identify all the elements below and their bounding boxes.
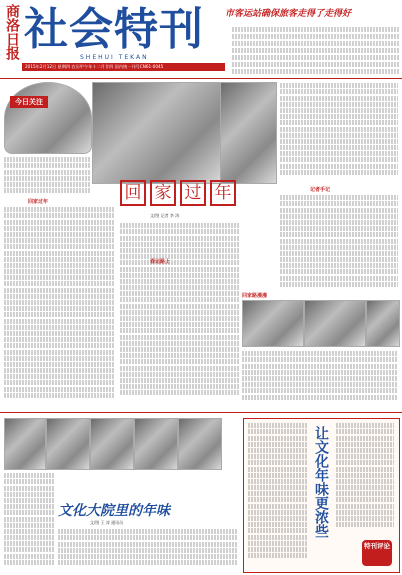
rule xyxy=(120,347,240,352)
feature-title-char: 过 xyxy=(180,180,206,206)
rule xyxy=(248,448,308,453)
rule xyxy=(4,486,54,491)
rule xyxy=(336,448,394,453)
rule xyxy=(4,374,114,379)
rule xyxy=(242,370,398,375)
rule xyxy=(248,541,308,546)
rule xyxy=(120,297,240,302)
rule xyxy=(4,356,114,361)
rule xyxy=(4,325,114,330)
bottom-mid-text xyxy=(58,528,238,571)
bottom-title: 文化大院里的年味 xyxy=(58,503,170,519)
rule xyxy=(280,151,398,156)
rule xyxy=(120,242,240,247)
rule xyxy=(280,282,398,287)
subhead-mid2: 回家路漫漫 xyxy=(242,293,268,299)
rule xyxy=(280,257,398,262)
rule xyxy=(248,454,308,459)
rule xyxy=(120,378,240,383)
rule xyxy=(336,497,394,502)
rule xyxy=(58,554,238,559)
rule xyxy=(4,251,114,256)
rule xyxy=(4,535,54,540)
rule xyxy=(248,460,308,465)
section-pinyin: SHEHUI TEKAN xyxy=(80,54,149,61)
rule xyxy=(58,548,238,553)
feature-title-char: 回 xyxy=(120,180,146,206)
rule xyxy=(120,229,240,234)
rule xyxy=(248,485,308,490)
bottom-byline: 文/图 王 涛 通讯员 xyxy=(90,520,124,525)
rule xyxy=(4,257,114,262)
rule xyxy=(4,220,114,225)
rule xyxy=(336,423,394,428)
rule xyxy=(4,504,54,509)
rule xyxy=(4,393,114,398)
rule xyxy=(4,269,114,274)
rule xyxy=(248,522,308,527)
feature-photo-right xyxy=(220,82,277,184)
comment-text-right xyxy=(336,422,394,532)
bottom-photo-5 xyxy=(178,418,222,470)
rule xyxy=(242,351,398,356)
rule xyxy=(4,182,90,187)
rule xyxy=(4,213,114,218)
rule xyxy=(280,276,398,281)
rule xyxy=(280,133,398,138)
rule xyxy=(4,188,90,193)
rule xyxy=(232,41,400,46)
rule xyxy=(248,535,308,540)
bottom-photo-4 xyxy=(134,418,178,470)
rule xyxy=(280,269,398,274)
rule xyxy=(120,304,240,309)
right-column xyxy=(280,82,398,182)
feature-title-char: 家 xyxy=(150,180,176,206)
rule xyxy=(248,504,308,509)
rule xyxy=(336,491,394,496)
masthead xyxy=(0,0,402,78)
rule xyxy=(242,395,398,400)
rule xyxy=(4,176,90,181)
rule xyxy=(120,254,240,259)
feature-byline: 文/图 记者 李 涛 xyxy=(150,213,180,218)
rule xyxy=(120,372,240,377)
rule xyxy=(248,442,308,447)
rule xyxy=(248,429,308,434)
rule xyxy=(242,357,398,362)
rule xyxy=(120,322,240,327)
rule xyxy=(242,364,398,369)
right-photo-3 xyxy=(366,300,400,347)
rule xyxy=(4,300,114,305)
rule xyxy=(336,473,394,478)
rule xyxy=(280,89,398,94)
masthead-rule xyxy=(0,78,402,79)
rule xyxy=(280,263,398,268)
rule xyxy=(232,48,400,53)
rule xyxy=(120,341,240,346)
rule xyxy=(280,208,398,213)
rule xyxy=(248,467,308,472)
rule xyxy=(280,108,398,113)
rule xyxy=(120,359,240,364)
mid-column xyxy=(120,222,240,407)
rule xyxy=(4,479,54,484)
rule xyxy=(232,69,400,74)
rule xyxy=(232,34,400,39)
rule xyxy=(4,380,114,385)
rule xyxy=(120,248,240,253)
rule xyxy=(232,62,400,67)
rule xyxy=(4,510,54,515)
rule xyxy=(120,291,240,296)
comment-text-left xyxy=(248,422,308,567)
rule xyxy=(248,528,308,533)
today-focus-photo xyxy=(4,82,92,154)
rule xyxy=(4,275,114,280)
rule xyxy=(120,328,240,333)
right-column-3 xyxy=(242,350,398,410)
rule xyxy=(4,517,54,522)
feature-photo-main xyxy=(92,82,222,184)
left-column-2 xyxy=(4,206,114,406)
rule xyxy=(4,350,114,355)
rule xyxy=(280,120,398,125)
rule xyxy=(120,285,240,290)
rule xyxy=(336,522,394,527)
rule xyxy=(336,479,394,484)
rule xyxy=(248,510,308,515)
rule xyxy=(280,232,398,237)
rule xyxy=(232,55,400,60)
rule xyxy=(4,560,54,565)
rule xyxy=(4,473,54,478)
rule xyxy=(120,279,240,284)
rule xyxy=(120,353,240,358)
rule xyxy=(4,281,114,286)
rule xyxy=(280,251,398,256)
rule xyxy=(248,436,308,441)
rule xyxy=(336,516,394,521)
rule xyxy=(58,560,238,565)
rule xyxy=(4,226,114,231)
rule xyxy=(280,164,398,169)
comment-title: 让文化年味更浓些 xyxy=(313,426,329,538)
rule xyxy=(248,516,308,521)
rule xyxy=(280,170,398,175)
bottom-left-text xyxy=(4,472,54,571)
paper-name: 商洛日报 xyxy=(4,4,20,60)
rule xyxy=(58,542,238,547)
rule xyxy=(242,376,398,381)
rule xyxy=(4,523,54,528)
rule xyxy=(4,387,114,392)
rule xyxy=(4,331,114,336)
rule xyxy=(120,267,240,272)
rule xyxy=(336,442,394,447)
rule xyxy=(248,497,308,502)
rule xyxy=(248,473,308,478)
rule xyxy=(232,27,400,32)
rule xyxy=(280,114,398,119)
rule xyxy=(242,388,398,393)
rule xyxy=(248,547,308,552)
rule xyxy=(120,310,240,315)
rule xyxy=(120,236,240,241)
rule xyxy=(280,96,398,101)
rule xyxy=(4,319,114,324)
top-headline: 市客运站确保旅客走得了走得好 xyxy=(225,9,352,19)
subhead-left: 回家过年 xyxy=(28,199,49,205)
rule xyxy=(4,238,114,243)
left-column xyxy=(4,156,90,196)
rule xyxy=(4,163,90,168)
rule xyxy=(336,436,394,441)
rule xyxy=(336,460,394,465)
feature-title-char: 年 xyxy=(210,180,236,206)
rule xyxy=(4,312,114,317)
section-title: 社会特刊 xyxy=(24,4,204,55)
subhead-mid: 春运路上 xyxy=(150,259,171,265)
rule xyxy=(120,366,240,371)
rule xyxy=(4,529,54,534)
rule xyxy=(248,491,308,496)
rule xyxy=(336,467,394,472)
rule xyxy=(4,343,114,348)
rule xyxy=(4,498,54,503)
bottom-photo-2 xyxy=(46,418,90,470)
section-divider xyxy=(0,412,402,413)
rule xyxy=(120,384,240,389)
rule xyxy=(4,288,114,293)
rule xyxy=(280,127,398,132)
rule xyxy=(4,306,114,311)
bottom-photo-1 xyxy=(4,418,46,470)
rule xyxy=(120,390,240,395)
rule xyxy=(336,485,394,490)
rule xyxy=(248,553,308,558)
rule xyxy=(120,335,240,340)
subhead-right: 记者手记 xyxy=(310,187,331,193)
rule xyxy=(4,368,114,373)
rule xyxy=(120,316,240,321)
rule xyxy=(4,157,90,162)
rule xyxy=(120,223,240,228)
rule xyxy=(280,157,398,162)
rule xyxy=(280,102,398,107)
rule xyxy=(336,429,394,434)
rule xyxy=(280,245,398,250)
feature-title xyxy=(120,180,236,206)
rule xyxy=(4,492,54,497)
rule xyxy=(336,510,394,515)
rule xyxy=(280,139,398,144)
rule xyxy=(4,554,54,559)
rule xyxy=(4,547,54,552)
rule xyxy=(120,273,240,278)
rule xyxy=(120,260,240,265)
dateline: 2015年2月12日 星期四 农历甲午年十二月廿四 国内统一刊号CN61-0045 xyxy=(22,63,225,71)
rule xyxy=(280,195,398,200)
rule xyxy=(4,362,114,367)
rule xyxy=(58,529,238,534)
rule xyxy=(280,239,398,244)
rule xyxy=(280,145,398,150)
rule xyxy=(242,382,398,387)
rule xyxy=(280,214,398,219)
rule xyxy=(4,232,114,237)
right-photo-1 xyxy=(242,300,304,347)
rule xyxy=(4,294,114,299)
rule xyxy=(280,226,398,231)
rule xyxy=(4,170,90,175)
rule xyxy=(4,244,114,249)
rule xyxy=(248,423,308,428)
comment-tag: 特刊评论 xyxy=(362,540,392,566)
rule xyxy=(4,263,114,268)
rule xyxy=(4,541,54,546)
right-photo-2 xyxy=(304,300,366,347)
rule xyxy=(336,504,394,509)
rule xyxy=(280,220,398,225)
rule xyxy=(248,479,308,484)
rule xyxy=(4,207,114,212)
rule xyxy=(280,83,398,88)
bottom-photo-3 xyxy=(90,418,134,470)
rule xyxy=(336,454,394,459)
rule xyxy=(280,201,398,206)
right-column-2 xyxy=(280,194,398,294)
rule xyxy=(4,337,114,342)
today-focus-tag: 今日关注 xyxy=(10,96,48,108)
rule xyxy=(58,535,238,540)
